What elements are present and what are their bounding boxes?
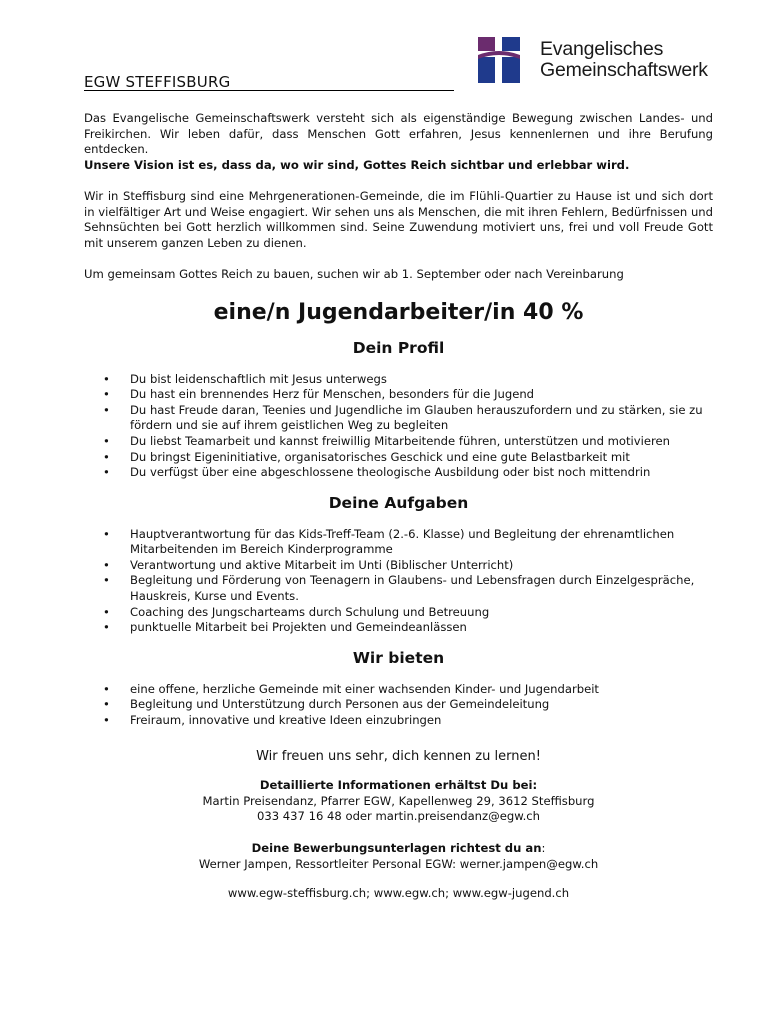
bullet-icon: • [103,465,110,480]
offer-heading: Wir bieten [352,648,445,667]
organization-name-smallcaps: TEFFISBURG [135,73,231,91]
job-posting [84,111,713,902]
bullet-icon: • [103,573,110,588]
bullet-icon: • [103,713,110,728]
bullet-icon: • [103,449,110,464]
info-heading: Detaillierte Informationen erhältst Du bei: [259,778,538,793]
header-divider [84,90,454,91]
egw-logo [478,37,718,87]
application-contact: Werner Jampen, Ressortleiter Personal EGW: werner.jampen@egw.ch [198,856,599,871]
offer-list [84,682,713,729]
community-paragraph: Wir in Steffisburg sind eine Mehrgenerationen-Gemeinde, die im Flühli-Quartier zu Hause ist und sich dort in vielfältiger Art und Weise engagiert. Wir sehen uns als Menschen, die mit ihren Fehlern, Bedürfnissen und Sehnsüchten bei Gott herzlich willkommen sind. Seine Zuwendung motiviert uns, frei und voll Freude Gott mit unserem ganzen Leben zu dienen. [84,188,714,250]
list-item: • Hauptverantwortung für das Kids-Treff-Team (2.-6. Klasse) und Begleitung der ehrenamtlichen Mitarbeitenden im Bereich Kinderprogramme [103,526,675,557]
bullet-icon: • [103,433,110,448]
bullet-icon: • [103,604,110,619]
cross-logo-icon [478,37,526,83]
bullet-icon: • [103,387,110,402]
application-heading: Deine Bewerbungsunterlagen richtest du an: [251,841,546,855]
organization-name-prefix: EGW S [84,73,136,91]
list-item: • Verantwortung und aktive Mitarbeit im Unti (Biblischer Unterricht) [103,557,514,572]
list-item: • Coaching des Jungscharteams durch Schulung und Betreuung [103,604,490,619]
list-item: • Freiraum, innovative und kreative Ideen einzubringen [103,713,442,728]
logo-line-2: Gemeinschaftswerk [540,59,708,81]
list-item: • Du bringst Eigeninitiative, organisatorisches Geschick und eine gute Belastbarkeit mit [103,449,630,464]
contact-address: Martin Preisendanz, Pfarrer EGW, Kapellenweg 29, 3612 Steffisburg [202,793,595,808]
bullet-icon: • [103,681,110,696]
list-item: • Du hast ein brennendes Herz für Menschen, besonders für die Jugend [103,387,535,402]
bullet-icon: • [103,620,110,635]
organization-name [84,72,444,91]
list-item: • eine offene, herzliche Gemeinde mit einer wachsenden Kinder- und Jugendarbeit [103,681,599,696]
websites-line[interactable]: www.egw-steffisburg.ch; www.egw.ch; www.egw-jugend.ch [227,886,570,901]
contact-phone-email: 033 437 16 48 oder martin.preisendanz@egw.ch [256,809,541,824]
list-item: • Du hast Freude daran, Teenies und Jugendliche im Glauben herauszufordern und zu stärken, sie zu fördern und sie auf ihrem geistlichen Weg zu begleiten [103,402,703,433]
vision-statement: Unsere Vision ist es, dass da, wo wir sind, Gottes Reich sichtbar und erlebbar wird. [84,157,630,172]
bullet-icon: • [103,557,110,572]
profile-heading: Dein Profil [352,338,445,357]
job-title: eine/n Jugendarbeiter/in 40 % [213,299,584,325]
list-item: • Begleitung und Unterstützung durch Personen aus der Gemeindeleitung [103,697,550,712]
list-item: • Du bist leidenschaftlich mit Jesus unterwegs [103,371,387,386]
signoff-text: Wir freuen uns sehr, dich kennen zu lernen! [256,748,541,764]
search-paragraph: Um gemeinsam Gottes Reich zu bauen, suchen wir ab 1. September oder nach Vereinbarung [84,266,624,281]
bullet-icon: • [103,371,110,386]
bullet-icon: • [103,697,110,712]
tasks-list [84,527,713,636]
bullet-icon: • [103,402,110,417]
list-item: • Du liebst Teamarbeit und kannst freiwillig Mitarbeitende führen, unterstützen und motivieren [103,433,670,448]
profile-list [84,372,713,481]
list-item: • Begleitung und Förderung von Teenagern in Glaubens- und Lebensfragen durch Einzelgespräche, Hauskreis, Kurse und Events. [103,573,695,604]
tasks-heading: Deine Aufgaben [328,493,469,512]
logo-line-1: Evangelisches [540,38,664,60]
bullet-icon: • [103,526,110,541]
intro-paragraph: Das Evangelische Gemeinschaftswerk versteht sich als eigenständige Bewegung zwischen Landes- und Freikirchen. Wir leben dafür, dass Menschen Gott erfahren, Jesus kennenlernen und ihre Berufung entdecken. [84,111,713,157]
list-item: • punktuelle Mitarbeit bei Projekten und Gemeindeanlässen [103,620,467,635]
list-item: • Du verfügst über eine abgeschlossene theologische Ausbildung oder bist noch mittendrin [103,465,651,480]
